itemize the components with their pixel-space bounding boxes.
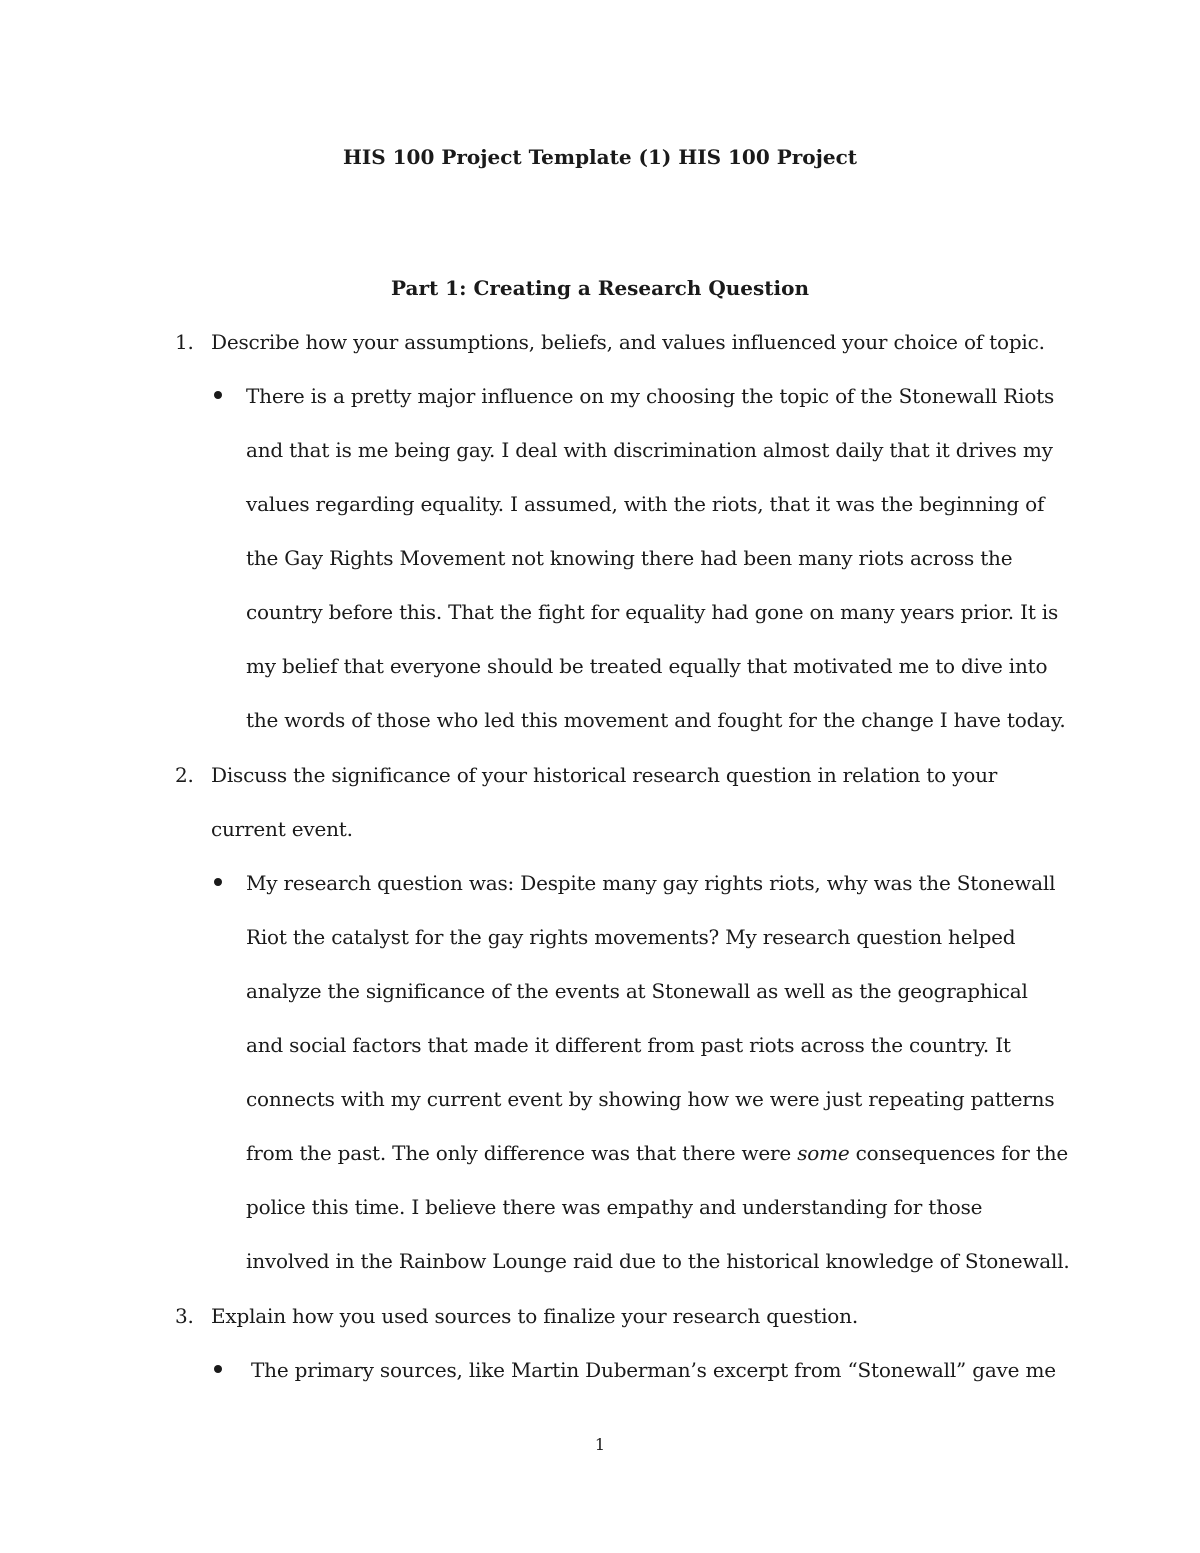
page-number: 1 <box>594 1435 606 1454</box>
question-1 <box>175 315 1055 369</box>
question-2 <box>175 748 1055 856</box>
question-3 <box>175 1289 1055 1343</box>
answer-text <box>246 856 1070 1288</box>
question-number: 3. <box>175 1304 194 1328</box>
question-text: Describe how your assumptions, beliefs, and values influenced your choice of topic. <box>211 330 1045 354</box>
answer-text-part: My research question was: Despite many gay rights riots, why was the Stonewall Riot the catalyst for the gay rights movements? My research question helped analyze the significance of the events at Stonewall as well as the geographical and social factors that made it different from past riots across the country. It connects with my current event by showing how we were just repeating patterns from the past. The only difference was that there were <box>246 871 1056 1165</box>
question-text: Discuss the significance of your historical research question in relation to your current event. <box>211 763 998 841</box>
answer-3 <box>210 1343 1070 1397</box>
question-number: 2. <box>175 763 194 787</box>
answer-text: There is a pretty major influence on my choosing the topic of the Stonewall Riots and that is me being gay. I deal with discrimination almost daily that it drives my values regarding equality. I assumed, with the riots, that it was the beginning of the Gay Rights Movement not knowing there had been many riots across the country before this. That the fight for equality had gone on many years prior. It is my belief that everyone should be treated equally that motivated me to dive into the words of those who led this movement and fought for the change I have today. <box>246 384 1066 732</box>
question-number: 1. <box>175 330 194 354</box>
answer-1 <box>210 369 1070 747</box>
emphasized-word: some <box>797 1141 850 1165</box>
answer-text-part: consequences for the police this time. I believe there was empathy and understanding for those involved in the Rainbow Lounge raid due to the historical knowledge of Stonewall. <box>246 1141 1070 1273</box>
answer-text: The primary sources, like Martin Duberman’s excerpt from “Stonewall” gave me <box>251 1358 1056 1382</box>
document-title: HIS 100 Project Template (1) HIS 100 Project <box>342 145 858 169</box>
question-text: Explain how you used sources to finalize your research question. <box>211 1304 858 1328</box>
section-heading: Part 1: Creating a Research Question <box>390 276 810 300</box>
answer-2 <box>210 856 1070 1288</box>
